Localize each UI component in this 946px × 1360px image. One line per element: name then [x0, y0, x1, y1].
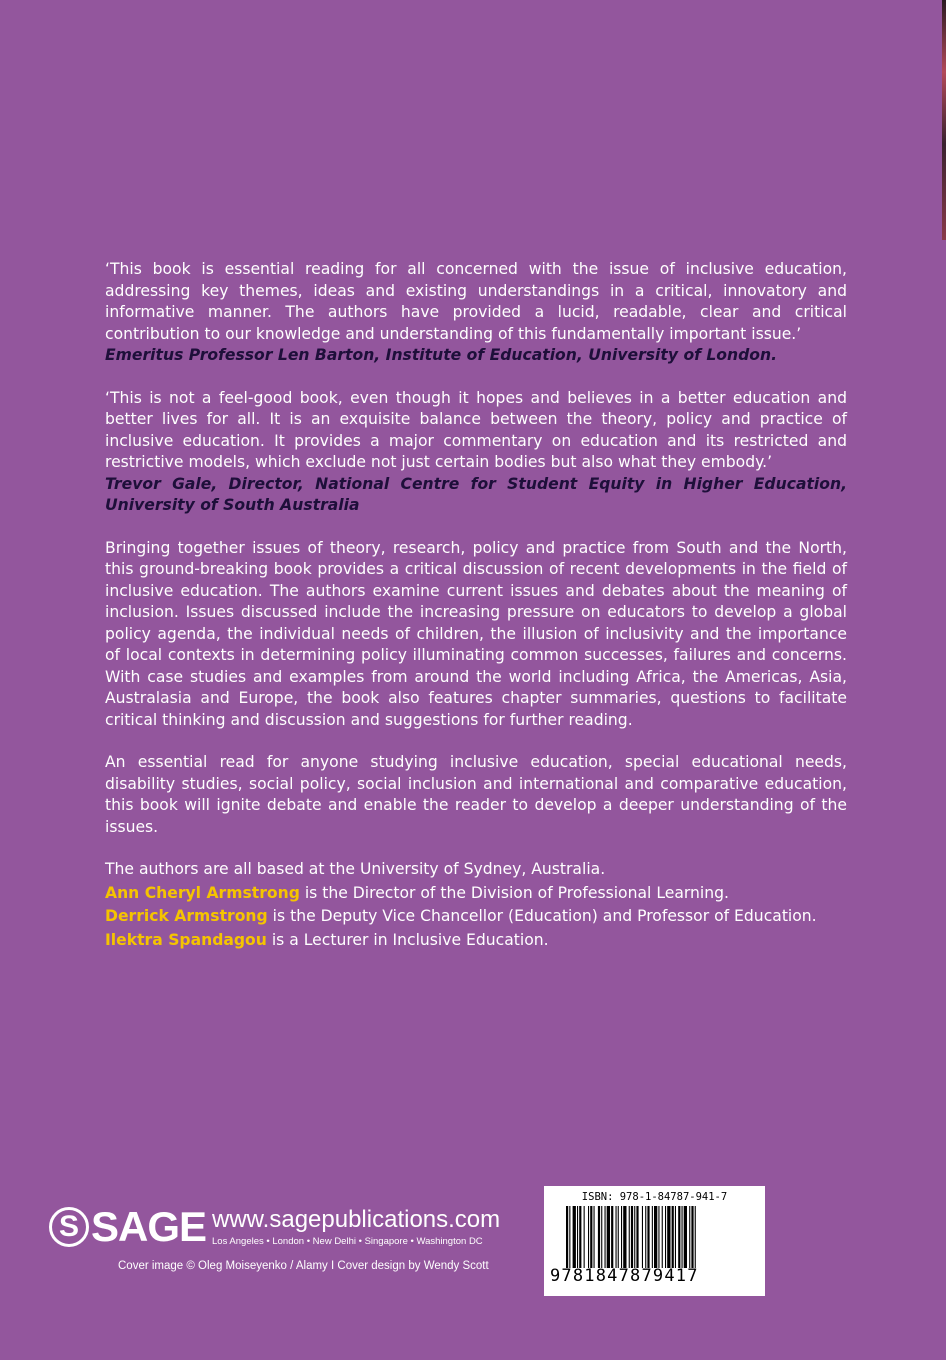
ean-digits: 9781847879417 — [550, 1266, 699, 1286]
description-paragraph-2: An essential read for anyone studying inclusive education, special educational needs, disability studies, social policy, social inclusion and international and comparative education, this book will ignite debate and enable the reader to develop a deeper understanding of the issues. — [105, 753, 847, 836]
barcode-bar — [682, 1206, 683, 1268]
barcode-bar — [662, 1206, 663, 1268]
barcode-bar — [672, 1206, 674, 1268]
barcode-bar — [618, 1206, 619, 1268]
barcode-bar — [652, 1206, 653, 1268]
isbn-barcode — [544, 1186, 765, 1296]
author-3 — [105, 930, 847, 952]
quote-2-text: ‘This is not a feel-good book, even though it hopes and believes in a better education and better lives for all. It is an exquisite balance between the theory, policy and practice of inclusive education. It provides a major commentary on education and its restricted and restrictive models, which exclude not just certain bodies but also what they embody.’ — [105, 388, 847, 471]
barcode-bar — [667, 1206, 670, 1268]
author-1-name: Ann Cheryl Armstrong — [105, 883, 300, 902]
cover-credits: Cover image © Oleg Moiseyenko / Alamy I Cover design by Wendy Scott — [118, 1260, 489, 1272]
barcode-bar — [636, 1206, 638, 1268]
quote-1-attribution: Emeritus Professor Len Barton, Institute of Education, University of London. — [105, 346, 778, 364]
sage-logo-wordmark: SAGE — [91, 1203, 207, 1250]
barcode-bar — [689, 1206, 690, 1268]
author-1 — [105, 883, 847, 905]
barcode-bar — [623, 1206, 626, 1268]
barcode-bar — [675, 1206, 676, 1268]
barcode-bar — [645, 1206, 646, 1268]
barcode-bar — [577, 1206, 578, 1268]
publisher-site-block — [212, 1206, 500, 1247]
author-1-role: is the Director of the Division of Professional Learning. — [299, 883, 729, 902]
barcode-bar — [566, 1206, 568, 1268]
sage-logo — [49, 1205, 206, 1249]
barcode-bar — [658, 1206, 659, 1268]
barcode-bar — [642, 1206, 643, 1268]
isbn-label: ISBN: 978-1-84787-941-7 — [581, 1191, 728, 1203]
barcode-bar — [601, 1206, 602, 1268]
description-paragraph-1: Bringing together issues of theory, research, policy and practice from South and the North, this ground-breaking book provides a critical discussion of recent developments in the field of inclusive education. The authors examine current issues and debates about the meaning of inclusion. Issues discussed include the increasing pressure on educators to develop a global policy agenda, the individual needs of children, the illusion of inclusivity and the importance of local contexts in determining policy illuminating common successes, failures and concerns. With case studies and examples from around the world including Africa, the Americas, Asia, Australasia and Europe, the book also features chapter summaries, questions to facilitate critical thinking and discussion and suggestions for further reading. — [105, 538, 847, 729]
barcode-bar — [598, 1206, 600, 1268]
barcode-bar — [665, 1206, 666, 1268]
barcode-bar — [611, 1206, 613, 1268]
quote-2-attribution: Trevor Gale, Director, National Centre for Student Equity in Higher Education, University of South Australia — [105, 474, 847, 514]
author-2-role: is the Deputy Vice Chancellor (Education) and Professor of Education. — [267, 907, 817, 925]
barcode-bar — [605, 1206, 606, 1268]
author-3-role: is a Lecturer in Inclusive Education. — [266, 930, 549, 949]
barcode-bar — [684, 1206, 687, 1268]
barcode-bar — [621, 1206, 622, 1268]
authors-intro: The authors are all based at the University of Sydney, Australia. — [105, 860, 606, 878]
barcode-bar — [654, 1206, 657, 1268]
publisher-url: www.sagepublications.com — [212, 1206, 501, 1233]
barcode-bar — [678, 1206, 680, 1268]
barcode-bar — [584, 1206, 585, 1268]
barcode-bar — [631, 1206, 633, 1268]
barcode-bar — [607, 1206, 610, 1268]
barcode-bar — [579, 1206, 581, 1268]
barcode-bar — [588, 1206, 589, 1268]
barcode-bar — [569, 1206, 570, 1268]
barcode-bar — [647, 1206, 649, 1268]
spine-edge-strip — [942, 0, 946, 240]
publisher-cities: Los Angeles • London • New Delhi • Singapore • Washington DC — [212, 1236, 483, 1247]
barcode-bar — [695, 1206, 696, 1268]
author-3-name: Ilektra Spandagou — [105, 930, 267, 949]
sage-s-circle-icon: S — [49, 1207, 89, 1247]
barcode-bar — [594, 1206, 595, 1268]
barcode-bar — [629, 1206, 630, 1268]
barcode-bars — [566, 1206, 744, 1268]
quote-1-text: ‘This book is essential reading for all concerned with the issue of inclusive education, addressing key themes, ideas and existing understandings in a critical, innovatory and informative manner. The authors have provided a lucid, readable, clear and critical contribution to our knowledge and understanding of this fundamentally important issue.’ — [105, 260, 847, 343]
barcode-bar — [590, 1206, 592, 1268]
author-2-name: Derrick Armstrong — [105, 907, 268, 925]
back-cover-text — [105, 259, 847, 951]
barcode-bar — [573, 1206, 576, 1268]
barcode-bar — [691, 1206, 693, 1268]
barcode-bar — [616, 1206, 617, 1268]
barcode-bar — [634, 1206, 635, 1268]
author-2 — [105, 906, 847, 928]
